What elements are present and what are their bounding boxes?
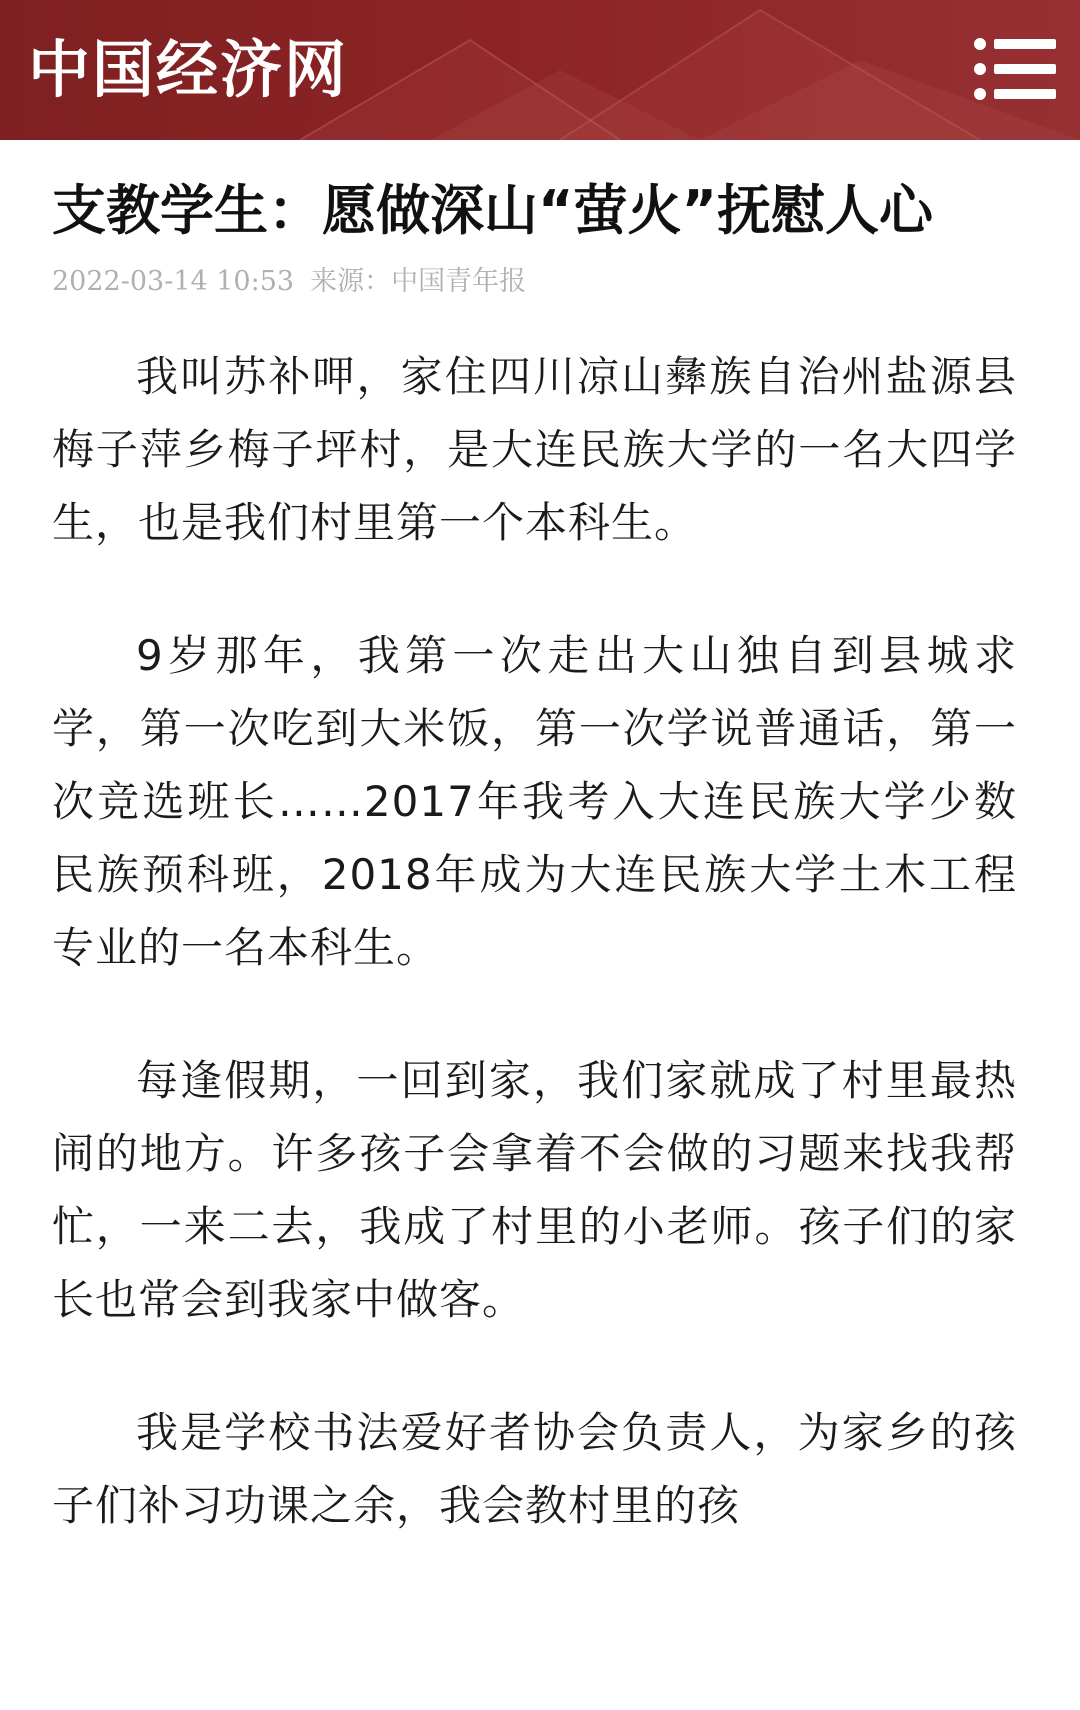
menu-button[interactable] [972,34,1058,104]
article-paragraph: 我是学校书法爱好者协会负责人，为家乡的孩子们补习功课之余，我会教村里的孩 [52,1408,1017,1530]
article-body [52,340,1017,1602]
article-meta [52,262,526,302]
article-title: 支教学生：愿做深山“萤火”抚慰人心 [52,179,933,242]
site-logo[interactable]: 中国经济网 [28,33,349,106]
article-date: 2022-03-14 10:53 [52,266,295,297]
article-paragraph: 9岁那年，我第一次走出大山独自到县城求学，第一次吃到大米饭，第一次学说普通话，第一次竞选班长……2017年我考入大连民族大学少数民族预科班，2018年成为大连民族大学土木工程专业的一名本科生。 [52,631,1017,972]
article-source: 中国青年报 [391,266,527,297]
article-paragraph: 每逢假期，一回到家，我们家就成了村里最热闹的地方。许多孩子会拿着不会做的习题来找我帮忙，一来二去，我成了村里的小老师。孩子们的家长也常会到我家中做客。 [52,1056,1017,1324]
site-header [0,0,1080,140]
source-label: 来源： [310,266,392,297]
hamburger-menu-icon [972,34,1058,104]
article-paragraph: 我叫苏补呷，家住四川凉山彝族自治州盐源县梅子萍乡梅子坪村，是大连民族大学的一名大四学生，也是我们村里第一个本科生。 [52,352,1017,547]
